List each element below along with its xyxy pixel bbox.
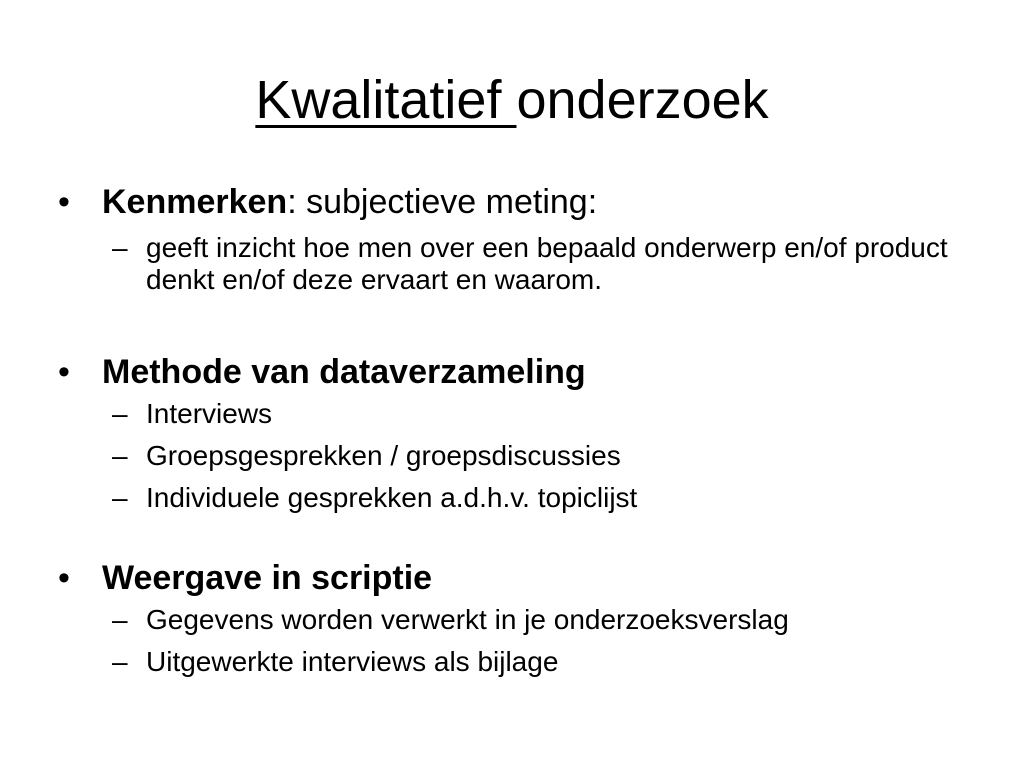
slide-title-rest: onderzoek [516,70,769,130]
bullet-dot: • [58,559,70,597]
bullet-dot: • [58,353,70,391]
bullet-dot: • [58,183,70,221]
sub-text: geeft inzicht hoe men over een bepaald onderwerp en/of product denkt en/of deze ervaart en waarom. [146,232,948,295]
sub-dash: – [112,398,128,429]
bullet-heading-rest: : subjectieve meting: [287,183,598,221]
sub-dash: – [112,482,128,513]
bullet-text [102,558,432,598]
sub-dash: – [112,440,128,471]
sub-text: Individuele gesprekken a.d.h.v. topiclijst [146,482,638,513]
sub-text: Gegevens worden verwerkt in je onderzoeksverslag [146,604,789,635]
bullet-heading-bold: Kenmerken [102,183,288,221]
sub-text: Interviews [146,398,273,429]
bullet-text [102,352,586,392]
sub-dash: – [112,604,128,635]
sub-dash: – [112,646,128,677]
sub-text: Groepsgesprekken / groepsdiscussies [146,440,621,471]
sub-dash: – [112,232,128,263]
bullet-heading-bold: Methode van dataverzameling [102,353,586,391]
slide-title-underlined: Kwalitatief [255,70,517,130]
sub-text: Uitgewerkte interviews als bijlage [146,646,559,677]
bullet-text [102,182,597,222]
bullet-heading-bold: Weergave in scriptie [102,559,433,597]
slide-title [0,64,1024,136]
